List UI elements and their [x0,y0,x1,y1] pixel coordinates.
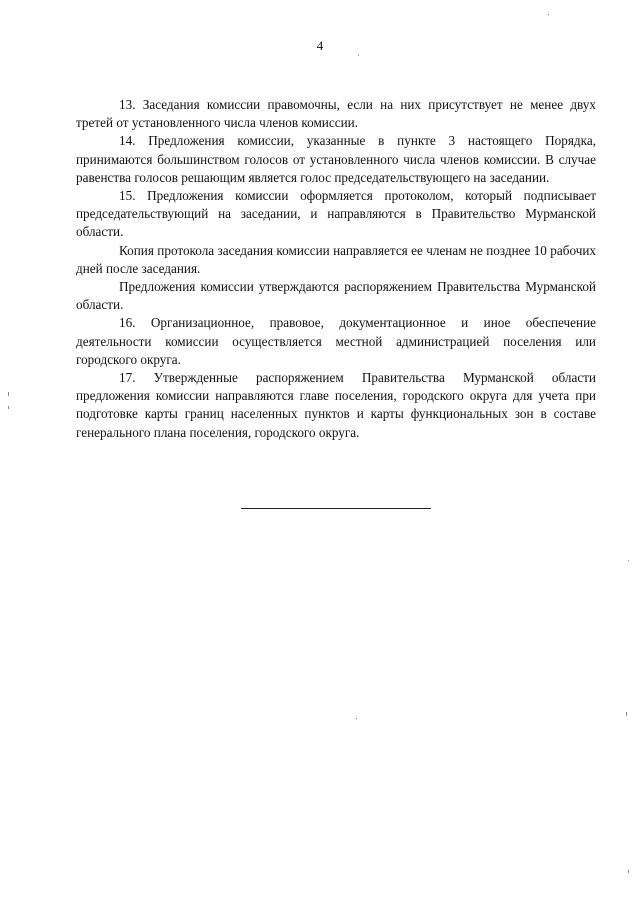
scan-speck [8,392,9,396]
document-body [76,96,596,442]
scan-speck [358,55,359,56]
paragraph-14: 14. Предложения комиссии, указанные в пункте 3 настоящего Порядка, принимаются большинством голосов от установленного числа членов комиссии. В случае равенства голосов решающим является голос председательствующего на заседании. [76,133,596,185]
paragraph-protocol-copy: Копия протокола заседания комиссии направляется ее членам не позднее 10 рабочих дней после заседания. [76,242,596,276]
scan-speck [628,870,629,873]
scan-speck [8,406,9,409]
paragraph-approval: Предложения комиссии утверждаются распоряжением Правительства Мурманской области. [76,279,596,313]
paragraph-17: 17. Утвержденные распоряжением Правительства Мурманской области предложения комиссии направляются главе поселения, городского округа для учета при подготовке карты границ населенных пунктов и карты функциональных зон в составе генерального плана поселения, городского округа. [76,370,596,440]
end-separator-line [241,508,431,509]
scan-speck [548,14,549,15]
scan-speck [626,712,627,716]
scan-speck [628,560,629,561]
scan-speck [356,718,357,719]
paragraph-15: 15. Предложения комиссии оформляется протоколом, который подписывает председательствующий на заседании, и направляются в Правительство Мурманской области. [76,188,596,240]
paragraph-16: 16. Организационное, правовое, документационное и иное обеспечение деятельности комиссии осуществляется местной администрацией поселения или городского округа. [76,315,596,367]
paragraph-13: 13. Заседания комиссии правомочны, если на них присутствует не менее двух третей от установленного числа членов комиссии. [76,97,596,131]
page-number: 4 [316,38,324,53]
